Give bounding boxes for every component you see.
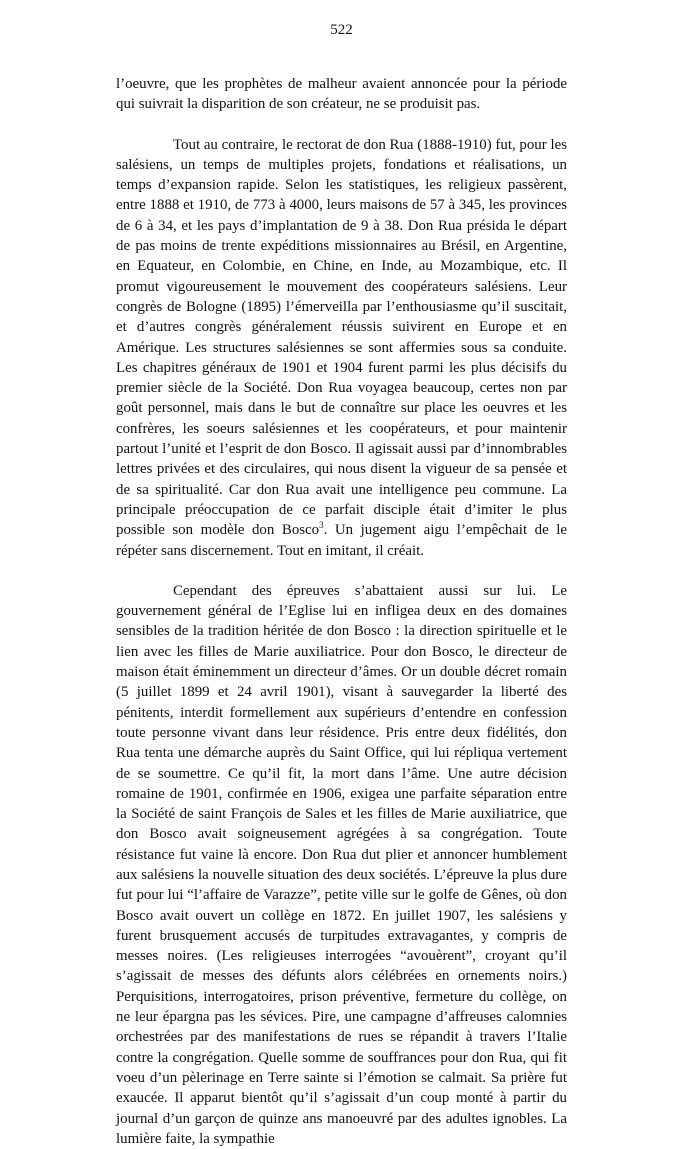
paragraph-continuation: l’oeuvre, que les prophètes de malheur avaient annoncée pour la période qui suivrait la disparition de son créateur, ne se produisit pas. bbox=[116, 76, 567, 113]
paragraph-text: . Un jugement aigu l’empêchait de le répéter sans discernement. Tout en imitant, il créait. bbox=[116, 522, 567, 559]
paragraph-text: Tout au contraire, le rectorat de don Rua (1888-1910) fut, pour les salésiens, un temps de multiples projets, fondations et réalisations, un temps d’expansion rapide. Selon les statistiques, les religieux passèrent, entre 1888 et 1910, de 773 à 4000, leurs maisons de 57 à 345, les provinces de 6 à 34, et les pays d’implantation de 9 à 38. Don Rua présida le départ de pas moins de trente expéditions missionnaires au Brésil, en Argentine, en Equateur, en Colombie, en Chine, en Inde, au Mozambique, etc. Il promut vigoureusement le mouvement des coopérateurs salésiens. Leur congrès de Bologne (1895) l’émerveilla par l’enthousiasme qu’il suscitait, et d’autres congrès généralement réussis suivirent en Europe et en Amérique. Les structures salésiennes se sont affermies sous sa conduite. Les chapitres généraux de 1901 et 1904 furent parmi les plus décisifs du premier siècle de la Société. Don Rua voyagea beaucoup, certes non par goût personnel, mais dans le but de connaître sur place les oeuvres et les confrères, les soeurs salésiennes et les coopérateurs, et pour maintenir partout l’unité et l’esprit de don Bosco. Il agissait aussi par d’innombrables lettres privées et des circulaires, qui nous disent la vigueur de sa pensée et de sa spiritualité. Car don Rua avait une intelligence peu commune. La principale préoccupation de ce parfait disciple était d’imiter le plus possible son modèle don Bosco bbox=[116, 136, 567, 539]
paragraph-rectorat bbox=[116, 135, 567, 561]
paragraph-epreuves: Cependant des épreuves s’abattaient aussi sur lui. Le gouvernement général de l’Eglise lui en infligea deux en des domaines sensibles de la tradition héritée de don Bosco : la direction spirituelle et le lien avec les filles de Marie auxiliatrice. Pour don Bosco, le directeur de maison était éminemment un directeur d’âmes. Or un double décret romain (5 juillet 1899 et 24 avril 1901), visant à sauvegarder la liberté des pénitents, interdit formellement aux supérieurs d’entendre en confession toute personne vivant dans leur résidence. Pris entre deux fidélités, don Rua tenta une démarche auprès du Saint Office, qui lui répliqua vertement de se soumettre. Ce qu’il fit, la mort dans l’âme. Une autre décision romaine de 1901, confirmée en 1906, exigea une parfaite séparation entre la Société de saint François de Sales et les filles de Marie auxiliatrice, que don Bosco avait soigneusement agrégées à sa congrégation. Toute résistance fut vaine là encore. Don Rua dut plier et annoncer humblement aux salésiens la nouvelle situation des deux sociétés. L’épreuve la plus dure fut pour lui “l’affaire de Varazze”, petite ville sur le golfe de Gênes, où don Bosco avait ouvert un collège en 1872. En juillet 1907, les salésiens y furent brusquement accusés de turpitudes extravagantes, y compris de messes noires. (Les religieuses interrogées “avouèrent”, croyant qu’il s’agissait de messes des défunts alors célébrées en ornements noirs.) Perquisitions, interrogatoires, prison préventive, fermeture du collège, on ne leur épargna pas les sévices. Pire, une campagne d’affreuses calomnies orchestrées par des manifestations de rues se répandit à travers l’Italie contre la congrégation. Quelle somme de souffrances pour don Rua, qui fit voeu d’un pèlerinage en Terre sainte si l’émotion se calmait. Sa prière fut exaucée. Il apparut bientôt qu’il s’agissait d’un coup monté à partir du journal d’un garçon de quinze ans manoeuvré par des adultes ignobles. La lumière faite, la sympathie bbox=[116, 582, 567, 1147]
body-text bbox=[116, 74, 567, 1149]
footnote-marker[interactable]: 3 bbox=[319, 520, 324, 531]
page-number: 522 bbox=[330, 22, 353, 38]
